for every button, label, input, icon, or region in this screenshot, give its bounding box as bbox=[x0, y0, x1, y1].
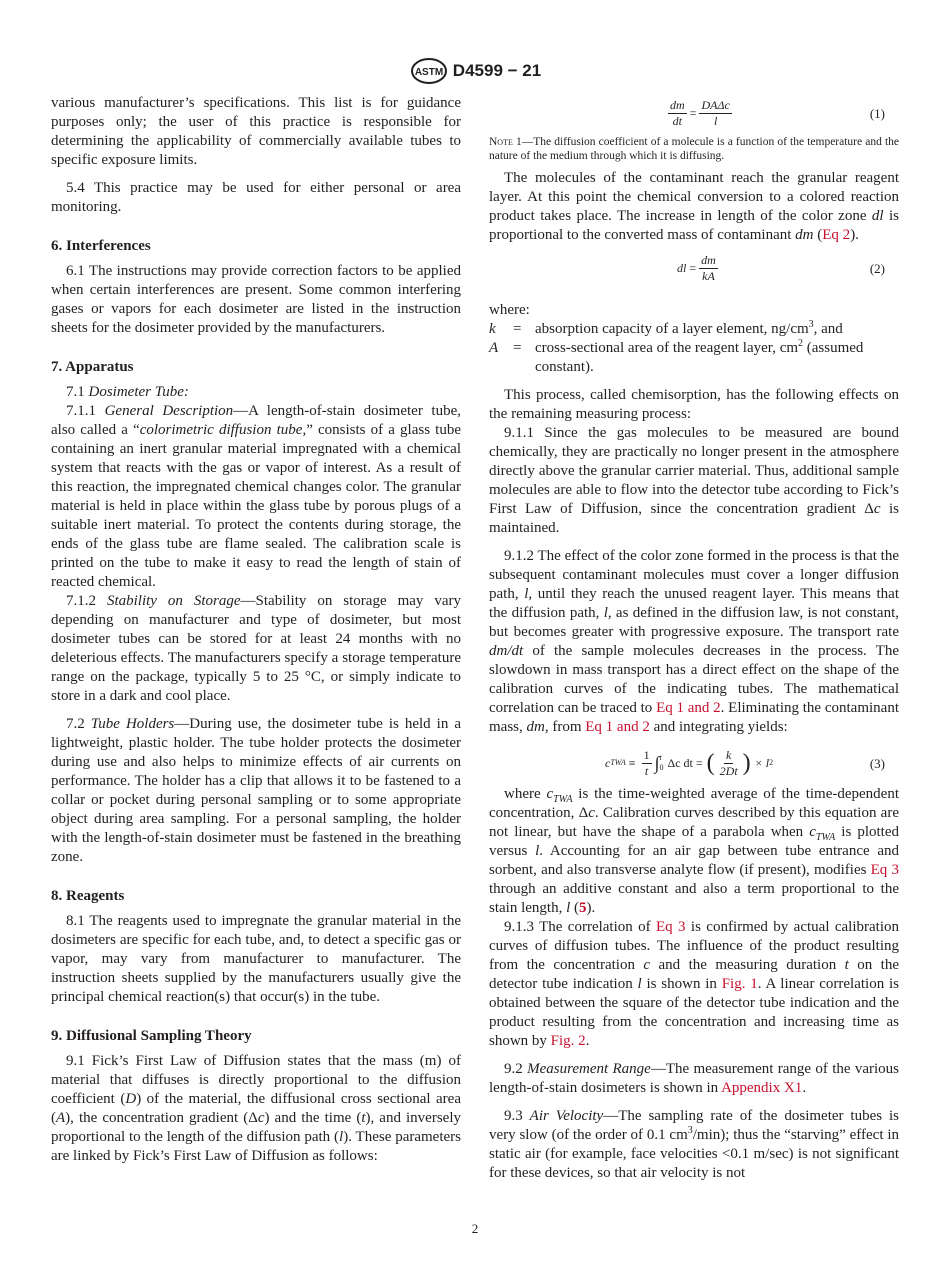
fig1-link[interactable]: Fig. 1 bbox=[721, 976, 758, 992]
designation: D4599 − 21 bbox=[452, 61, 542, 80]
paragraph-7-1-2: 7.1.2 Stability on Storage—Stability on storage may vary depending on manufacturer and type of dosimeter, but most dosimeter tubes can be stored for at least 24 months with no deleterious effects. The manufacturers specify a storage temperature range on the package, typically 5 to 25 °C, or simply indicate to store in a dark and cool place. bbox=[51, 593, 461, 704]
note-1: Note 1—The diffusion coefficient of a molecule is a function of the temperature and the nature of the medium through which it is diffusing. bbox=[489, 136, 900, 162]
astm-logo-icon bbox=[409, 57, 449, 85]
eq3-link[interactable]: Eq 3 bbox=[656, 919, 686, 935]
section-heading-6: 6. Interferences bbox=[51, 238, 151, 254]
paragraph: various manufacturer’s specifications. This list is for guidance purposes only; the user of this practice is responsible for determining the applicability of commercially available tubes to specific exposure limits. bbox=[51, 95, 461, 168]
right-column bbox=[489, 94, 899, 1183]
equation-1: $\frac{dm}{dt}$ = $\frac{\text{DAΔc}}{l}$ (1) bbox=[670, 97, 885, 128]
equation-number: (1) bbox=[869, 106, 885, 121]
paragraph-9-1-2: 9.1.2 The effect of the color zone formed in the process is that the subsequent contaminant molecules must cover a longer diffusion path, l, until they reach the unused reagent layer. This means that the diffusion path, l, as defined in the diffusion law, is not constant, but becomes greater with progressive exposure. The transport rate dm/dt of the sample molecules decreases in the process. The slowdown in mass transport has a direct effect on the shape of the calibration curves of the indicating tubes. The mathematical correlation can be traced to Eq 1 and 2. Eliminating the contaminant mass, dm, from Eq 1 and 2 and integrating yields: bbox=[489, 548, 899, 735]
paragraph-7-1: 7.1 Dosimeter Tube: bbox=[66, 384, 189, 400]
equation-2: dl = $\frac{dm}{kA}$ (2) bbox=[677, 252, 885, 283]
paragraph-9-2: 9.2 Measurement Range—The measurement range of the various length-of-stain dosimeters is shown in Appendix X1. bbox=[489, 1061, 899, 1096]
page-header bbox=[0, 57, 950, 87]
section-heading-8: 8. Reagents bbox=[51, 888, 125, 904]
eq1-2-link[interactable]: Eq 1 and 2 bbox=[585, 719, 650, 735]
equation-3: c TWA ≡ $\frac{1}{t}$ ∫ t 0 Δc dt = ( $\frac{k}{2Dt}$ ) × l 2 (3) bbox=[605, 747, 885, 778]
eq2-link[interactable]: Eq 2 bbox=[822, 227, 851, 243]
svg-text:ASTM: ASTM bbox=[414, 67, 443, 78]
paragraph-9-1: 9.1 Fick’s First Law of Diffusion states that the mass (m) of material that diffuses is directly proportional to the diffusion coefficient (D) of the material, the diffusional cross sectional area (A), the concentration gradient (Δc) and the time (t), and inversely proportional to the length of the diffusion path (l). These parameters are linked by Fick’s First Law of Diffusion as follows: bbox=[51, 1053, 461, 1164]
where-label: where: bbox=[489, 302, 530, 318]
paragraph-7-2: 7.2 Tube Holders—During use, the dosimeter tube is held in a lightweight, plastic holder. The tube holder protects the dosimeter during use and also helps to minimize effects of air currents on performance. The holder has a clip that allows it to be fastened to a collar or pocket during personal sampling or to some appropriate object during area sampling. For a personal sampling, the holder with the length-of-stain dosimeter must be fastened in the breathing zone. bbox=[51, 716, 462, 865]
eq1-2-link[interactable]: Eq 1 and 2 bbox=[656, 700, 721, 716]
section-heading-7: 7. Apparatus bbox=[51, 359, 134, 375]
equation-number: (2) bbox=[869, 261, 885, 276]
paragraph-6-1: 6.1 The instructions may provide correction factors to be applied when certain interferences are present. Some common interfering gases or vapors for each dosimeter are listed in the instruction sheets for the dosimeter provided by the manufacturers. bbox=[51, 263, 461, 336]
section-heading-9: 9. Diffusional Sampling Theory bbox=[51, 1028, 252, 1044]
eq3-link[interactable]: Eq 3 bbox=[870, 862, 899, 878]
paragraph-9-1-3: 9.1.3 The correlation of Eq 3 is confirmed by actual calibration curves of diffusion tubes. The influence of the product resulting from the concentration c and the measuring duration t on the detector tube indication l is shown in Fig. 1. A linear correlation is obtained between the square of the detector tube indication and the product resulting from the concentration and increasing time as shown by Fig. 2. bbox=[489, 919, 900, 1049]
definition-A: A = cross-sectional area of the reagent layer, $cm^2$ (assumed constant). bbox=[489, 338, 864, 375]
paragraph-9-1-1: 9.1.1 Since the gas molecules to be measured are bound chemically, they are practically no longer present in the atmosphere directly above the granular carrier material. Thus, additional sample molecules are able to flow into the detector tube according to Fick’s First Law of Diffusion, since the concentration gradient Δc is maintained. bbox=[489, 425, 899, 536]
equation-number: (3) bbox=[869, 756, 885, 771]
left-column bbox=[51, 94, 461, 1166]
paragraph-7-1-1: 7.1.1 General Description—A length-of-stain dosimeter tube, also called a “colorimetric diffusion tube,” consists of a glass tube containing an inert granular material impregnated with a chemical system that reacts with the gas or vapor of interest. As a result of this reaction, the impregnated chemical changes color. The granular material is held in place within the glass tube by porous plugs of a suitable inert material. To protect the contents during storage, the ends of the glass tube are flame sealed. The calibration scale is printed on the tube to make it easy to read the length of stain of reacted chemical. bbox=[51, 403, 461, 590]
reference-link[interactable]: 5 bbox=[579, 900, 587, 916]
paragraph-9-3: 9.3 Air Velocity—The sampling rate of the dosimeter tubes is very slow (of the order of 0.1 $cm^3/\min$); thus the “starving” effect in static air (for example, face velocities <0.1 m/sec) is not significant for these devices, so that air velocity is not bbox=[489, 1108, 899, 1181]
paragraph-where-ctwa: where $c_{TWA}$ is the time-weighted average of the time-dependent concentration, Δc. Calibration curves described by this equation are not linear, but have the shape of a parabola when $c_{TWA}$ is plotted versus l. Accounting for an air gap between tube entrance and sorbent, and also transverse analyte flow (if present), modifies Eq 3 through an additive constant and also a term proportional to the stain length, l (5). bbox=[489, 786, 900, 916]
page-number: 2 bbox=[471, 1221, 479, 1236]
fig2-link[interactable]: Fig. 2 bbox=[550, 1033, 586, 1049]
appendix-link[interactable]: Appendix X1 bbox=[721, 1080, 803, 1096]
paragraph-8-1: 8.1 The reagents used to impregnate the granular material in the dosimeters are specific for each tube, and, to detect a specific gas or vapor, may vary from manufacturer to manufacturer. The instruction sheets supplied by the manufacturers usually give the principal chemical reaction(s) that occur(s) in the tube. bbox=[51, 913, 461, 1005]
paragraph-5-4: 5.4 This practice may be used for either personal or area monitoring. bbox=[51, 180, 461, 215]
paragraph-molecules: The molecules of the contaminant reach the granular reagent layer. At this point the chemical conversion to a colored reaction product takes place. The increase in length of the color zone dl is proportional to the converted mass of contaminant dm (Eq 2). bbox=[489, 170, 899, 243]
definition-k: k = absorption capacity of a layer element, $ng/cm^3$, and bbox=[489, 319, 843, 337]
paragraph-chemisorption: This process, called chemisorption, has the following effects on the remaining measuring process: bbox=[489, 387, 899, 422]
